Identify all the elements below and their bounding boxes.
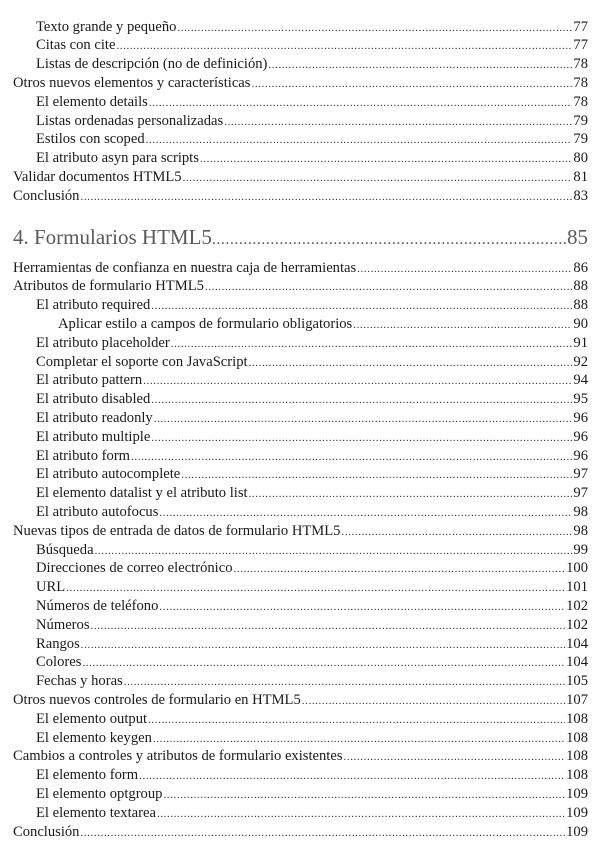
toc-entry[interactable] <box>36 559 588 578</box>
toc-entry[interactable] <box>36 484 588 503</box>
dot-leader <box>151 391 572 410</box>
dot-leader <box>344 748 566 767</box>
toc-entry-page-number: 107 <box>566 691 588 708</box>
dot-leader <box>124 673 565 692</box>
toc-entry-page-number: 92 <box>573 353 588 370</box>
toc-entry-title: El atributo pattern <box>36 372 143 389</box>
dot-leader <box>139 767 565 786</box>
toc-entry[interactable] <box>58 315 588 334</box>
toc-entry-page-number: 86 <box>573 259 588 276</box>
toc-entry-title: Conclusión <box>13 823 80 840</box>
toc-entry-page-number: 95 <box>573 391 588 408</box>
dot-leader <box>81 636 565 655</box>
toc-entry-page-number: 108 <box>566 748 588 765</box>
dot-leader <box>183 169 573 188</box>
toc-entry[interactable] <box>36 616 588 635</box>
dot-leader <box>80 188 572 207</box>
toc-entry-page-number: 108 <box>566 710 588 727</box>
toc-entry-title: Estilos con scoped <box>36 131 145 148</box>
toc-entry[interactable] <box>36 428 588 447</box>
toc-entry[interactable] <box>36 112 588 131</box>
toc-entry-title: El atributo required <box>36 297 151 314</box>
dot-leader <box>66 579 565 598</box>
toc-entry-page-number: 96 <box>573 409 588 426</box>
toc-entry[interactable] <box>36 93 588 112</box>
dot-leader <box>249 354 573 373</box>
toc-entry-page-number: 90 <box>573 315 588 332</box>
toc-entry-page-number: 108 <box>566 729 588 746</box>
toc-entry-page-number: 81 <box>573 168 588 185</box>
toc-entry-page-number: 98 <box>573 503 588 520</box>
toc-entry[interactable] <box>13 168 588 187</box>
toc-entry-title: Otros nuevos elementos y características <box>13 74 251 91</box>
toc-entry-title: Citas con cite <box>36 37 116 54</box>
toc-entry-title: El atributo readonly <box>36 409 153 426</box>
toc-entry[interactable] <box>36 390 588 409</box>
dot-leader <box>357 260 572 279</box>
dot-leader <box>171 335 573 354</box>
dot-leader <box>159 504 572 523</box>
toc-entry[interactable] <box>13 823 588 842</box>
toc-entry-title: El atributo autofocus <box>36 503 159 520</box>
toc-entry-title: Atributos de formulario HTML5 <box>13 278 204 295</box>
toc-entry[interactable] <box>36 334 588 353</box>
toc-entry[interactable] <box>36 672 588 691</box>
toc-entry-title: El atributo placeholder <box>36 334 170 351</box>
toc-entry-page-number: 97 <box>573 466 588 483</box>
dot-leader <box>200 150 572 169</box>
dot-leader <box>157 805 565 824</box>
dot-leader <box>163 786 565 805</box>
toc-entry-title: Listas ordenadas personalizadas <box>36 112 224 129</box>
toc-entry[interactable] <box>36 653 588 672</box>
toc-entry[interactable] <box>36 353 588 372</box>
toc-entry-page-number: 98 <box>573 522 588 539</box>
toc-entry[interactable] <box>36 465 588 484</box>
toc-entry-page-number: 104 <box>566 654 588 671</box>
toc-entry-title: URL <box>36 579 66 596</box>
toc-entry-title: Colores <box>36 654 82 671</box>
toc-entry-page-number: 88 <box>573 297 588 314</box>
toc-entry-title: Números <box>36 616 90 633</box>
toc-entry-title: Nuevas tipos de entrada de datos de formulario HTML5 <box>13 522 341 539</box>
dot-leader <box>302 692 565 711</box>
toc-entry-page-number: 105 <box>566 673 588 690</box>
toc-entry-title: Listas de descripción (no de definición) <box>36 56 268 73</box>
dot-leader <box>95 542 573 561</box>
toc-entry-title: El elemento datalist y el atributo list <box>36 485 248 502</box>
toc-entry[interactable] <box>13 259 588 278</box>
toc-entry[interactable] <box>36 130 588 149</box>
dot-leader <box>153 730 565 749</box>
toc-entry-title: Otros nuevos controles de formulario en HTML5 <box>13 691 301 708</box>
dot-leader <box>234 560 566 579</box>
dot-leader <box>82 654 565 673</box>
dot-leader <box>149 94 573 113</box>
toc-entry-title: El elemento optgroup <box>36 785 163 802</box>
toc-entry[interactable] <box>36 729 588 748</box>
toc-entry-page-number: 77 <box>573 37 588 54</box>
dot-leader <box>177 19 572 38</box>
dot-leader <box>212 226 567 254</box>
dot-leader <box>151 429 572 448</box>
toc-entry[interactable] <box>36 578 588 597</box>
toc-entry-page-number: 91 <box>573 334 588 351</box>
dot-leader <box>224 113 572 132</box>
toc-entry-page-number: 78 <box>573 74 588 91</box>
toc-entry[interactable] <box>13 691 588 710</box>
toc-entry-page-number: 96 <box>573 428 588 445</box>
toc-entry-title: Completar el soporte con JavaScript <box>36 353 248 370</box>
toc-entry-title: El atributo autocomplete <box>36 466 181 483</box>
toc-entry-page-number: 100 <box>566 560 588 577</box>
dot-leader <box>154 410 573 429</box>
toc-entry-page-number: 104 <box>566 635 588 652</box>
toc-entry-title: El elemento keygen <box>36 729 152 746</box>
dot-leader <box>143 372 572 391</box>
toc-entry[interactable] <box>36 541 588 560</box>
dot-leader <box>131 448 572 467</box>
dot-leader <box>159 598 565 617</box>
toc-entry[interactable] <box>36 36 588 55</box>
toc-entry[interactable] <box>36 785 588 804</box>
dot-leader <box>181 466 572 485</box>
toc-entry-page-number: 78 <box>573 93 588 110</box>
dot-leader <box>341 523 572 542</box>
toc-entry-title: El atributo disabled <box>36 391 151 408</box>
toc-entry-page-number: 97 <box>573 485 588 502</box>
toc-entry-title: Búsqueda <box>36 541 94 558</box>
toc-entry-page-number: 94 <box>573 372 588 389</box>
toc-entry[interactable] <box>36 766 588 785</box>
toc-entry-page-number: 109 <box>566 804 588 821</box>
toc-entry[interactable] <box>13 187 588 206</box>
chapter-heading[interactable] <box>13 223 588 251</box>
toc-entry[interactable] <box>36 447 588 466</box>
toc-entry[interactable] <box>36 371 588 390</box>
toc-entry[interactable] <box>36 710 588 729</box>
toc-entry-title: Texto grande y pequeño <box>36 18 177 35</box>
toc-entry-title: Aplicar estilo a campos de formulario obligatorios <box>58 315 353 332</box>
dot-leader <box>116 37 572 56</box>
dot-leader <box>251 75 572 94</box>
toc-entry-page-number: 108 <box>566 767 588 784</box>
toc-entry-page-number: 96 <box>573 447 588 464</box>
toc-entry-page-number: 79 <box>573 131 588 148</box>
toc-entry[interactable] <box>36 804 588 823</box>
toc-entry-page-number: 102 <box>566 616 588 633</box>
toc-entry-page-number: 109 <box>566 785 588 802</box>
toc-entry[interactable] <box>13 522 588 541</box>
dot-leader <box>151 297 572 316</box>
toc-entry-title: El elemento details <box>36 93 148 110</box>
toc-entry[interactable] <box>36 503 588 522</box>
toc-entry-page-number: 109 <box>566 823 588 840</box>
dot-leader <box>353 316 572 335</box>
toc-entry-page-number: 83 <box>573 187 588 204</box>
toc-entry[interactable] <box>13 277 588 296</box>
toc-entry-title: El atributo multiple <box>36 428 151 445</box>
dot-leader <box>205 278 573 297</box>
toc-entry-page-number: 79 <box>573 112 588 129</box>
toc-section-previous-chapter <box>0 18 600 206</box>
dot-leader <box>148 711 565 730</box>
dot-leader <box>91 617 566 636</box>
toc-entry-page-number: 88 <box>573 278 588 295</box>
chapter-title: 4. Formularios HTML5 <box>13 225 212 249</box>
toc-entry-title: El atributo asyn para scripts <box>36 150 199 167</box>
toc-entry-title: Conclusión <box>13 187 80 204</box>
toc-entry[interactable] <box>36 149 588 168</box>
toc-entry-title: El elemento output <box>36 710 148 727</box>
toc-entry[interactable] <box>13 74 588 93</box>
toc-entry-title: Validar documentos HTML5 <box>13 168 182 185</box>
toc-entry-title: El atributo form <box>36 447 131 464</box>
dot-leader <box>80 824 565 843</box>
toc-entry-page-number: 80 <box>573 150 588 167</box>
toc-entry[interactable] <box>13 747 588 766</box>
toc-entry[interactable] <box>36 296 588 315</box>
toc-entry-title: Direcciones de correo electrónico <box>36 560 233 577</box>
toc-entry[interactable] <box>36 55 588 74</box>
toc-entry-page-number: 78 <box>573 56 588 73</box>
toc-entry-title: Rangos <box>36 635 80 652</box>
dot-leader <box>268 56 572 75</box>
toc-entry-page-number: 77 <box>573 18 588 35</box>
dot-leader <box>249 485 573 504</box>
toc-entry-title: Fechas y horas <box>36 673 123 690</box>
toc-entry-page-number: 101 <box>566 579 588 596</box>
toc-entry-title: El elemento form <box>36 767 139 784</box>
toc-entry-page-number: 99 <box>573 541 588 558</box>
toc-entry[interactable] <box>36 635 588 654</box>
toc-entry[interactable] <box>36 597 588 616</box>
toc-entry-page-number: 102 <box>566 597 588 614</box>
toc-entry-title: Herramientas de confianza en nuestra caja de herramientas <box>13 259 357 276</box>
chapter-page-number: 85 <box>567 225 588 249</box>
toc-entry-title: El elemento textarea <box>36 804 156 821</box>
toc-entry-title: Cambios a controles y atributos de formulario existentes <box>13 748 343 765</box>
toc-entry-title: Números de teléfono <box>36 597 159 614</box>
toc-entry[interactable] <box>36 409 588 428</box>
dot-leader <box>146 131 573 150</box>
toc-entry[interactable] <box>36 18 588 37</box>
toc-section-chapter-4 <box>0 259 600 842</box>
